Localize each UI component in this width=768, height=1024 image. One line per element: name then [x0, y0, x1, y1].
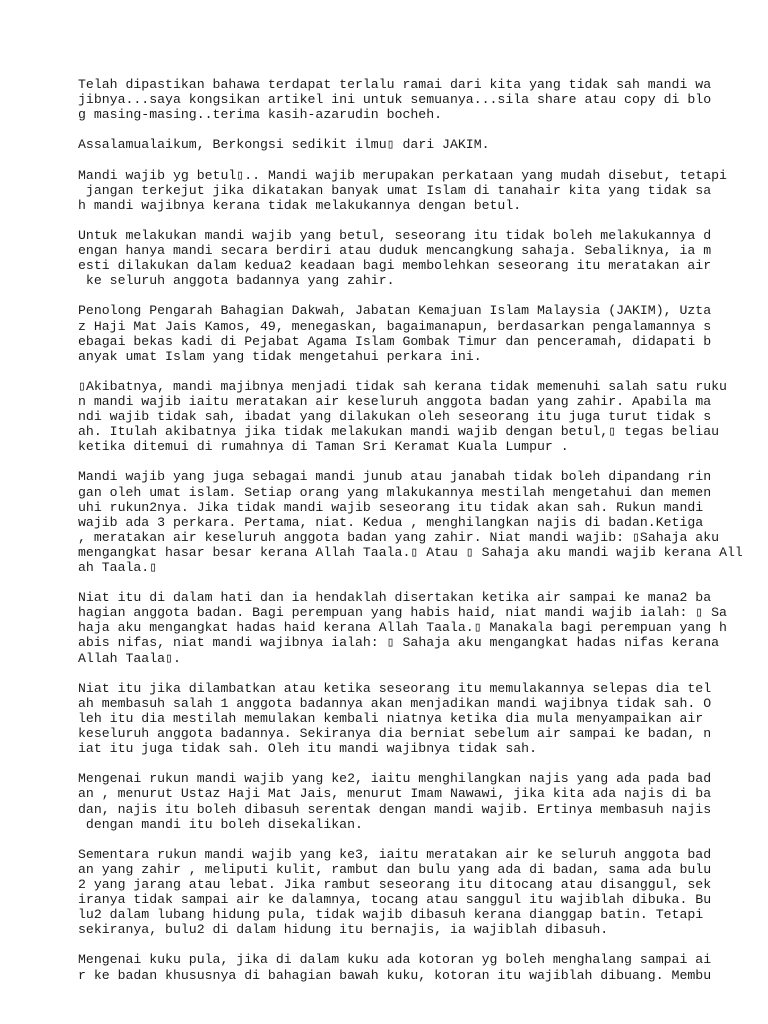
text-line: Mengenai rukun mandi wajib yang ke2, iaitu menghilangkan najis yang ada pada bad: [78, 771, 712, 787]
text-line: Penolong Pengarah Bahagian Dakwah, Jabatan Kemajuan Islam Malaysia (JAKIM), Uzta: [78, 303, 712, 319]
text-line: Niat itu di dalam hati dan ia hendaklah disertakan ketika air sampai ke mana2 ba: [78, 590, 712, 606]
text-line: ah membasuh salah 1 anggota badannya akan menjadikan mandi wajibnya tidak sah. O: [78, 695, 712, 711]
text-line: r ke badan khususnya di bahagian bawah kuku, kotoran itu wajiblah dibuang. Membu: [78, 967, 712, 983]
text-line: ebagai bekas kadi di Pejabat Agama Islam Gombak Timur dan penceramah, didapati b: [78, 333, 712, 349]
text-line: 2 yang jarang atau lebat. Jika rambut seseorang itu ditocang atau disanggul, sek: [78, 876, 712, 892]
paragraph: [78, 681, 728, 756]
text-line: ah Taala.▯: [78, 560, 158, 575]
text-line: engan hanya mandi secara berdiri atau duduk mencangkung sahaja. Sebaliknya, ia m: [78, 243, 712, 259]
text-line: lu2 dalam lubang hidung pula, tidak wajib dibasuh kerana dianggap batin. Tetapi: [78, 907, 704, 923]
text-line: hagian anggota badan. Bagi perempuan yang habis haid, niat mandi wajib ialah: ▯ Sa: [78, 605, 727, 621]
paragraph: [78, 379, 728, 454]
text-line: mengangkat hasar besar kerana Allah Taala.▯ Atau ▯ Sahaja aku mandi wajib kerana All: [78, 544, 743, 560]
text-line: sekiranya, bulu2 di dalam hidung itu bernajis, ia wajiblah dibasuh.: [78, 922, 609, 938]
text-line: Untuk melakukan mandi wajib yang betul, seseorang itu tidak boleh melakukannya d: [78, 227, 712, 243]
text-line: haja aku mengangkat hadas haid kerana Allah Taala.▯ Manakala bagi perempuan yang h: [78, 620, 727, 636]
paragraph: [78, 771, 728, 831]
text-line: jibnya...saya kongsikan artikel ini untuk semuanya...sila share atau copy di blo: [78, 92, 712, 108]
paragraph: [78, 590, 728, 665]
text-line: ke seluruh anggota badannya yang zahir.: [78, 273, 395, 289]
text-line: wajib ada 3 perkara. Pertama, niat. Kedua , menghilangkan najis di badan.Ketiga: [78, 514, 704, 530]
text-line: keseluruh anggota badannya. Sekiranya dia berniat sebelum air sampai ke badan, n: [78, 726, 712, 742]
text-line: leh itu dia mestilah memulakan kembali niatnya ketika dia mula menyampaikan air: [78, 710, 704, 726]
text-line: abis nifas, niat mandi wajibnya ialah: ▯ Sahaja aku mengangkat hadas nifas kerana: [78, 635, 720, 651]
text-line: jangan terkejut jika dikatakan banyak umat Islam di tanahair kita yang tidak sa: [78, 182, 712, 198]
paragraph: [78, 303, 728, 363]
text-line: n mandi wajib iaitu meratakan air keseluruh anggota badan yang zahir. Apabila ma: [78, 393, 712, 409]
paragraph: [78, 77, 728, 122]
text-line: gan oleh umat islam. Setiap orang yang mlakukannya mestilah mengetahui dan memen: [78, 484, 712, 500]
text-line: dan, najis itu boleh dibasuh serentak dengan mandi wajib. Ertinya membasuh najis: [78, 801, 712, 817]
text-line: an , menurut Ustaz Haji Mat Jais, menurut Imam Nawawi, jika kita ada najis di ba: [78, 786, 712, 802]
text-line: ▯Akibatnya, mandi majibnya menjadi tidak sah kerana tidak memenuhi salah satu ruku: [78, 378, 727, 394]
paragraph: [78, 847, 728, 938]
text-line: z Haji Mat Jais Kamos, 49, menegaskan, bagaimanapun, berdasarkan pengalamannya s: [78, 318, 712, 334]
paragraph: [78, 137, 728, 152]
paragraph: [78, 952, 728, 982]
text-line: an yang zahir , meliputi kulit, rambut dan bulu yang ada di badan, sama ada bulu: [78, 861, 712, 877]
text-line: g masing-masing..terima kasih-azarudin bocheh.: [78, 107, 443, 123]
text-line: h mandi wajibnya kerana tidak melakukannya dengan betul.: [78, 197, 522, 213]
article-body: [78, 77, 743, 998]
text-line: dengan mandi itu boleh disekalikan.: [78, 816, 363, 832]
text-line: Assalamualaikum, Berkongsi sedikit ilmu▯ dari JAKIM.: [78, 137, 490, 153]
text-line: , meratakan air keseluruh anggota badan yang zahir. Niat mandi wajib: ▯Sahaja aku: [78, 529, 720, 545]
text-line: Sementara rukun mandi wajib yang ke3, iaitu meratakan air ke seluruh anggota bad: [78, 846, 712, 862]
text-line: Niat itu jika dilambatkan atau ketika seseorang itu memulakannya selepas dia tel: [78, 680, 712, 696]
text-line: uhi rukun2nya. Jika tidak mandi wajib seseorang itu tidak akan sah. Rukun mandi: [78, 499, 704, 515]
paragraph: [78, 469, 743, 575]
text-line: iranya tidak sampai air ke dalamnya, tocang atau sanggul itu wajiblah dibuka. Bu: [78, 892, 712, 908]
text-line: Mandi wajib yg betul▯.. Mandi wajib merupakan perkataan yang mudah disebut, tetapi: [78, 167, 727, 183]
paragraph: [78, 168, 728, 213]
text-line: Allah Taala▯.: [78, 650, 181, 666]
text-line: anyak umat Islam yang tidak mengetahui perkara ini.: [78, 348, 482, 364]
text-line: esti dilakukan dalam kedua2 keadaan bagi membolehkan seseorang itu meratakan air: [78, 258, 712, 274]
paragraph: [78, 228, 728, 288]
text-line: Mengenai kuku pula, jika di dalam kuku ada kotoran yg boleh menghalang sampai ai: [78, 952, 712, 968]
text-line: ah. Itulah akibatnya jika tidak melakukan mandi wajib dengan betul,▯ tegas beliau: [78, 424, 720, 440]
text-line: iat itu juga tidak sah. Oleh itu mandi wajibnya tidak sah.: [78, 741, 537, 757]
text-line: Mandi wajib yang juga sebagai mandi junub atau janabah tidak boleh dipandang rin: [78, 469, 712, 485]
text-line: ketika ditemui di rumahnya di Taman Sri Keramat Kuala Lumpur .: [78, 439, 569, 455]
text-line: ndi wajib tidak sah, ibadat yang dilakukan oleh seseorang itu juga turut tidak s: [78, 409, 712, 425]
text-line: Telah dipastikan bahawa terdapat terlalu ramai dari kita yang tidak sah mandi wa: [78, 77, 712, 92]
